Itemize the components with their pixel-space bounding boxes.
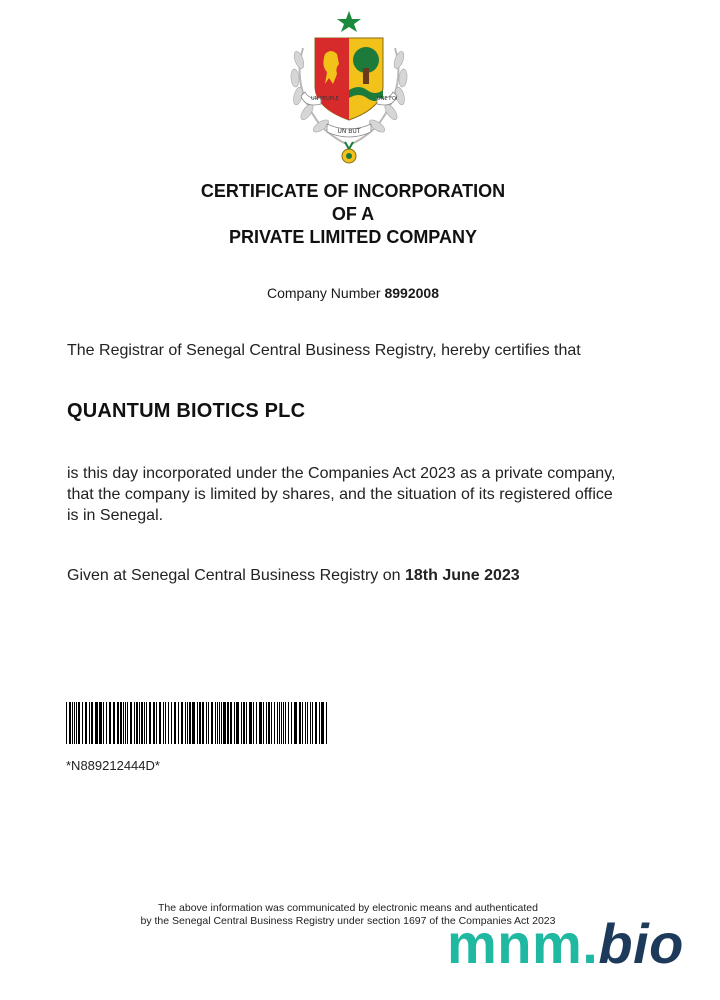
company-number-value: 8992008: [384, 285, 439, 301]
title-line-1: CERTIFICATE OF INCORPORATION: [200, 181, 506, 201]
watermark-part-2: bio: [598, 912, 684, 975]
footer-line-2: by the Senegal Central Business Registry under section 1697 of the Companies Act 2023: [140, 915, 556, 927]
given-prefix: Given at Senegal Central Business Registry on: [67, 567, 401, 584]
svg-text:UNE FOI: UNE FOI: [377, 96, 398, 102]
registrar-statement: The Registrar of Senegal Central Business Registry, hereby certifies that: [67, 342, 581, 359]
coat-of-arms-icon: [281, 8, 417, 168]
watermark-logo: [447, 912, 684, 976]
title-line-2: OF A: [331, 204, 375, 224]
company-name: QUANTUM BIOTICS PLC: [67, 400, 306, 422]
footer-line-1: The above information was communicated by electronic means and authenticated: [158, 902, 538, 914]
barcode-icon: [66, 702, 330, 744]
incorporation-date: 18th June 2023: [404, 567, 520, 584]
watermark-part-1: mnm.: [447, 912, 599, 975]
title-line-3: PRIVATE LIMITED COMPANY: [228, 227, 477, 247]
barcode-text: *N889212444D*: [66, 758, 160, 773]
company-number: [0, 285, 706, 301]
certificate-title: [0, 180, 706, 249]
svg-text:UN PEUPLE: UN PEUPLE: [311, 96, 339, 102]
given-statement: [67, 565, 667, 586]
incorporation-statement: is this day incorporated under the Companies Act 2023 as a private company, that the company is limited by shares, and the situation of its registered office is in Senegal.: [67, 465, 616, 524]
company-number-label: Company Number: [266, 285, 381, 301]
svg-text:UN BUT: UN BUT: [337, 128, 361, 135]
